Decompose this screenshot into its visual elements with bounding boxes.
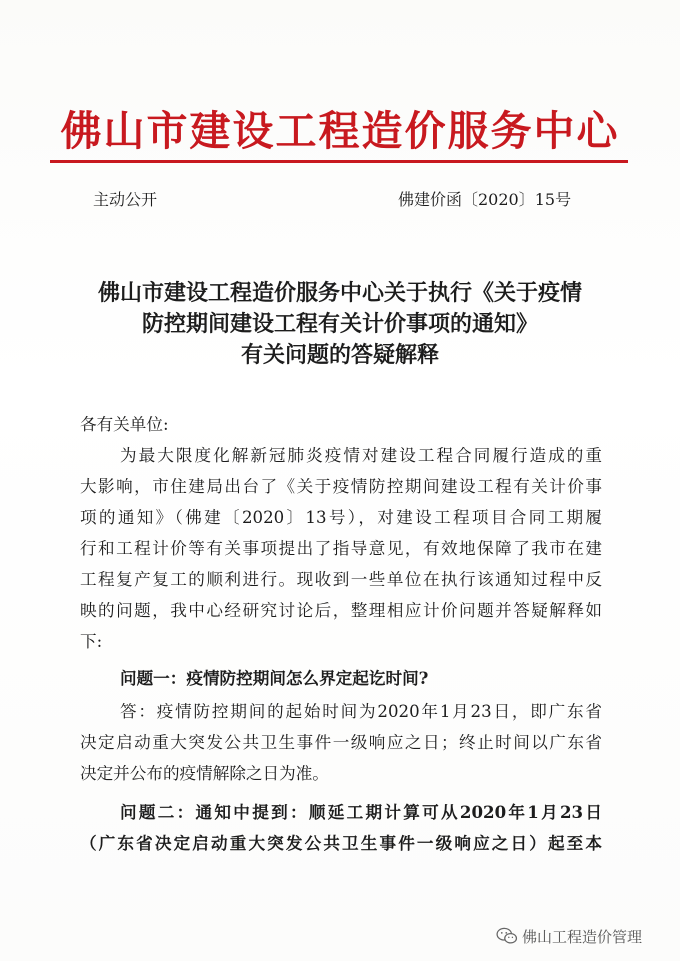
title-line: 有关问题的答疑解释 — [240, 343, 439, 368]
answer-line: 答：疫情防控期间的起始时间为2020年1月23日，即广东省 — [120, 702, 602, 721]
wechat-icon — [496, 927, 518, 945]
question-two-line: 问题二：通知中提到：顺延工期计算可从2020年1月23日 — [120, 802, 602, 822]
paragraph-line: 行和工程计价等有关事项提出了指导意见，有效地保障了我市在建 — [80, 539, 602, 558]
wechat-watermark — [496, 925, 642, 947]
paragraph-line: 项的通知》（佛建〔2020〕13号），对建设工程项目合同工期履 — [80, 508, 602, 527]
question-one: 问题一：疫情防控期间怎么界定起讫时间? — [120, 668, 429, 688]
salutation: 各有关单位: — [80, 415, 169, 434]
answer-line: 决定启动重大突发公共卫生事件一级响应之日；终止时间以广东省 — [80, 733, 602, 752]
title-line: 佛山市建设工程造价服务中心关于执行《关于疫情 — [97, 281, 582, 306]
paragraph-line: 工程复产复工的顺利进行。现收到一些单位在执行该通知过程中反 — [80, 570, 602, 589]
paragraph-line: 为最大限度化解新冠肺炎疫情对建设工程合同履行造成的重 — [120, 446, 602, 465]
watermark-text: 佛山工程造价管理 — [522, 927, 643, 946]
paragraph-line: 下: — [80, 632, 103, 651]
org-header-title: 佛山市建设工程造价服务中心 — [60, 107, 620, 155]
paragraph-line: 映的问题，我中心经研究讨论后，整理相应计价问题并答疑解释如 — [80, 601, 602, 620]
answer-line: 决定并公布的疫情解除之日为准。 — [80, 764, 329, 783]
header-red-rule — [50, 160, 628, 163]
paragraph-line: 大影响，市住建局出台了《关于疫情防控期间建设工程有关计价事 — [80, 477, 602, 496]
public-disclosure-label: 主动公开 — [93, 190, 158, 209]
document-body — [80, 409, 602, 859]
title-line: 防控期间建设工程有关计价事项的通知》 — [141, 312, 538, 337]
document-title — [0, 278, 680, 371]
document-number: 佛建价函〔2020〕15号 — [398, 190, 572, 209]
question-two-line: （广东省决定启动重大突发公共卫生事件一级响应之日）起至本 — [80, 833, 602, 853]
